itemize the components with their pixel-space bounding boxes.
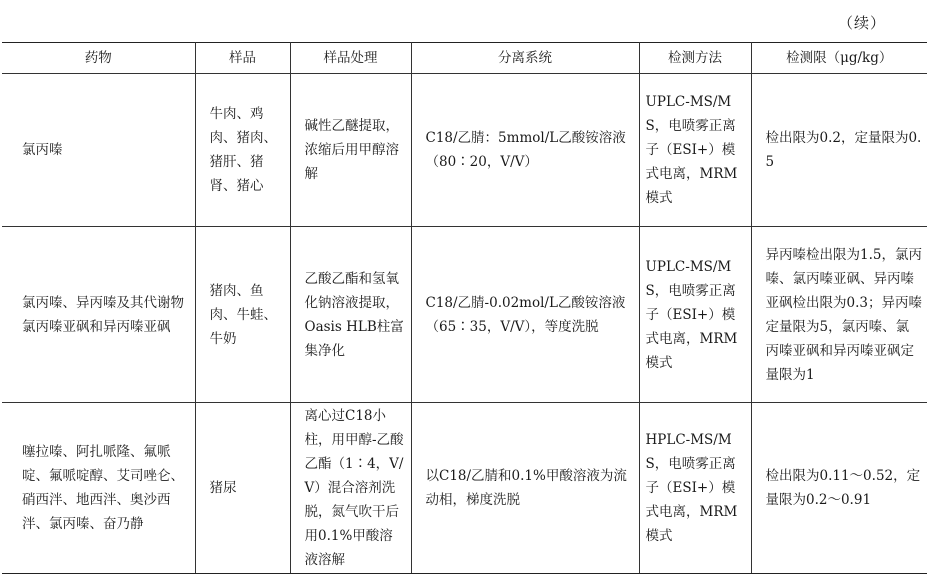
continued-label: （续） — [837, 14, 886, 32]
cell-separation: C18/乙腈：5mmol/L乙酸铵溶液（80∶20，V/V） — [411, 74, 639, 227]
cell-drug: 氯丙嗪 — [2, 74, 195, 227]
cell-processing: 离心过C18小柱，用甲醇-乙酸乙酯（1∶4，V/V）混合溶剂洗脱，氮气吹干后用0.1%甲酸溶液溶解 — [290, 403, 411, 574]
cell-sample: 猪肉、鱼肉、牛蛙、牛奶 — [195, 227, 290, 403]
table-row — [2, 227, 927, 403]
cell-processing: 乙酸乙酯和氢氧化钠溶液提取，Oasis HLB柱富集净化 — [290, 227, 411, 403]
header-sample: 样品 — [195, 43, 290, 74]
cell-method: UPLC-MS/MS，电喷雾正离子（ESI+）模式电离，MRM模式 — [639, 227, 751, 403]
cell-sample: 猪尿 — [195, 403, 290, 574]
cell-processing: 碱性乙醚提取，浓缩后用甲醇溶解 — [290, 74, 411, 227]
cell-method: UPLC-MS/MS，电喷雾正离子（ESI+）模式电离，MRM模式 — [639, 74, 751, 227]
header-processing: 样品处理 — [290, 43, 411, 74]
cell-separation: C18/乙腈-0.02mol/L乙酸铵溶液（65∶35，V/V），等度洗脱 — [411, 227, 639, 403]
cell-limit: 异丙嗪检出限为1.5，氯丙嗪、氯丙嗪亚砜、异丙嗪亚砜检出限为0.3；异丙嗪定量限为5，氯丙嗪、氯丙嗪亚砜和异丙嗪亚砜定量限为1 — [751, 227, 927, 403]
table-row — [2, 74, 927, 227]
cell-sample: 牛肉、鸡肉、猪肉、猪肝、猪肾、猪心 — [195, 74, 290, 227]
cell-drug: 噻拉嗪、阿扎哌隆、氟哌啶、氟哌啶醇、艾司唑仑、硝西泮、地西泮、奥沙西泮、氯丙嗪、奋乃静 — [2, 403, 195, 574]
table-row — [2, 403, 927, 574]
header-drug: 药物 — [2, 43, 195, 74]
drug-detection-table — [2, 42, 927, 574]
cell-method: HPLC-MS/MS，电喷雾正离子（ESI+）模式电离，MRM模式 — [639, 403, 751, 574]
header-limit: 检测限（μg/kg） — [751, 43, 927, 74]
header-method: 检测方法 — [639, 43, 751, 74]
cell-drug: 氯丙嗪、异丙嗪及其代谢物氯丙嗪亚砜和异丙嗪亚砜 — [2, 227, 195, 403]
cell-separation: 以C18/乙腈和0.1%甲酸溶液为流动相，梯度洗脱 — [411, 403, 639, 574]
table-header-row — [2, 43, 927, 74]
header-separation: 分离系统 — [411, 43, 639, 74]
cell-limit: 检出限为0.2，定量限为0.5 — [751, 74, 927, 227]
cell-limit: 检出限为0.11～0.52，定量限为0.2～0.91 — [751, 403, 927, 574]
